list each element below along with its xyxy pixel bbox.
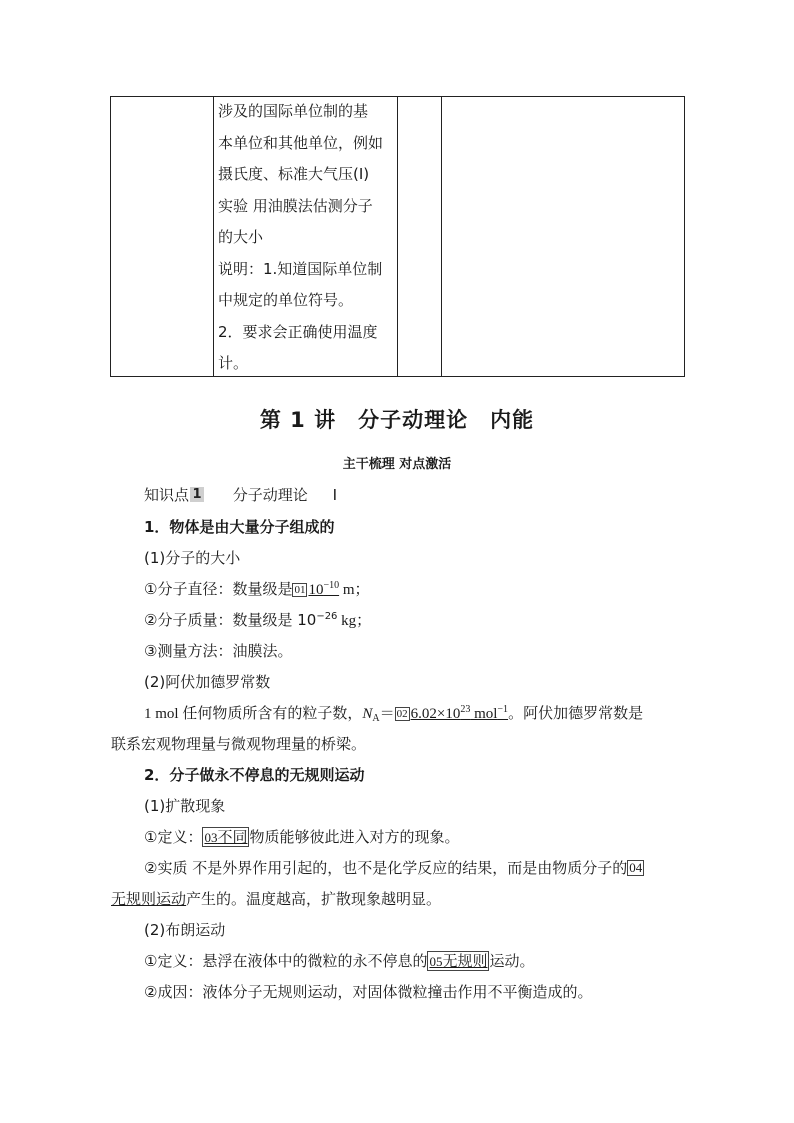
s2-brownian-def	[144, 950, 534, 971]
cell-line: 2．要求会正确使用温度	[218, 322, 378, 341]
cell-line: 本单位和其他单位，例如	[218, 133, 384, 152]
blank-fill	[202, 827, 249, 847]
s2-sub2: (2)布朗运动	[144, 921, 226, 939]
blank-value: 6.02×10	[410, 706, 461, 722]
syllabus-table	[110, 96, 685, 377]
blank-number: 02	[396, 708, 408, 720]
s1-item3: ③测量方法：油膜法。	[144, 642, 293, 660]
blank-exponent: −10	[323, 580, 340, 591]
blank-fill	[411, 706, 508, 722]
cell-line: 中规定的单位符号。	[218, 291, 354, 309]
s2-essence-line2	[111, 888, 441, 909]
item-unit: kg；	[337, 613, 372, 629]
avog-equals: ＝	[379, 704, 395, 722]
avog-symbol: N	[362, 706, 373, 722]
item-tail: 物质能够彼此进入对方的现象。	[249, 828, 460, 846]
item-unit: m；	[339, 582, 370, 598]
cell-line: 摄氏度、标准大气压(Ⅰ)	[218, 165, 370, 183]
item-text: ①定义：	[144, 828, 203, 846]
knowledge-point-header	[144, 484, 337, 505]
s1-item1	[144, 578, 370, 599]
s1-item2	[144, 609, 371, 630]
kp-level: Ⅰ	[332, 488, 338, 504]
item-tail: 运动。	[489, 952, 535, 970]
cell-line: 实验 用油膜法估测分子	[218, 196, 373, 215]
blank-fill	[427, 951, 489, 971]
s1-avogadro-line2: 联系宏观物理量与微观物理量的桥梁。	[111, 735, 367, 753]
s1-sub1: (1)分子的大小	[144, 549, 241, 567]
blank-unit: mol	[470, 706, 498, 722]
blank-text: 无规则	[442, 952, 488, 970]
table-divider	[213, 97, 214, 376]
cell-line: 说明：1.知道国际单位制	[218, 259, 383, 278]
table-cell-content	[218, 96, 394, 380]
avog-subscript: A	[372, 713, 380, 724]
item-text: ①定义：悬浮在液体中的微粒的永不停息的	[144, 952, 428, 970]
blank-number: 05	[429, 954, 443, 969]
s2-definition	[144, 826, 459, 847]
s2-sub1: (1)扩散现象	[144, 797, 226, 815]
s2-essence	[144, 857, 645, 878]
kp-name: 分子动理论	[232, 486, 308, 504]
blank-unit-exponent: −1	[497, 704, 509, 715]
s2-brownian-cause: ②成因：液体分子无规则运动，对固体微粒撞击作用不平衡造成的。	[144, 983, 593, 1001]
kp-number-badge: 1	[190, 487, 204, 502]
s1-heading: 1．物体是由大量分子组成的	[144, 518, 335, 536]
section-subtitle: 主干梳理 对点激活	[342, 457, 452, 472]
lesson-title: 第 1 讲 分子动理论 内能	[259, 408, 535, 432]
cell-line: 计。	[218, 354, 249, 372]
avog-text: 1 mol 任何物质所含有的粒子数，	[144, 706, 363, 722]
blank-number: 01	[294, 584, 306, 596]
blank-number: 04	[629, 860, 643, 875]
avog-tail: 。阿伏加德罗常数是	[508, 704, 644, 722]
item-tail: 产生的。温度越高，扩散现象越明显。	[186, 890, 442, 908]
item-text: ①分子直径：数量级是	[144, 580, 293, 598]
item-text: ②实质 不是外界作用引起的，也不是化学反应的结果，而是由物质分子的	[144, 859, 628, 877]
blank-fill	[308, 582, 339, 598]
blank-text: 不同	[217, 828, 248, 846]
item-exponent: −26	[316, 611, 338, 622]
kp-label: 知识点	[144, 486, 190, 504]
cell-line: 涉及的国际单位制的基	[218, 102, 369, 120]
cell-line: 的大小	[218, 228, 264, 246]
blank-exponent: 23	[460, 704, 471, 715]
s1-sub2: (2)阿伏加德罗常数	[144, 673, 271, 691]
s2-heading: 2．分子做永不停息的无规则运动	[144, 766, 365, 784]
blank-number: 03	[204, 830, 218, 845]
table-divider	[441, 97, 442, 376]
table-divider	[397, 97, 398, 376]
blank-fill: 无规则运动	[111, 890, 187, 908]
blank-base: 10	[308, 582, 324, 598]
item-text: ②分子质量：数量级是 10	[144, 611, 317, 629]
s1-avogadro	[144, 702, 643, 724]
